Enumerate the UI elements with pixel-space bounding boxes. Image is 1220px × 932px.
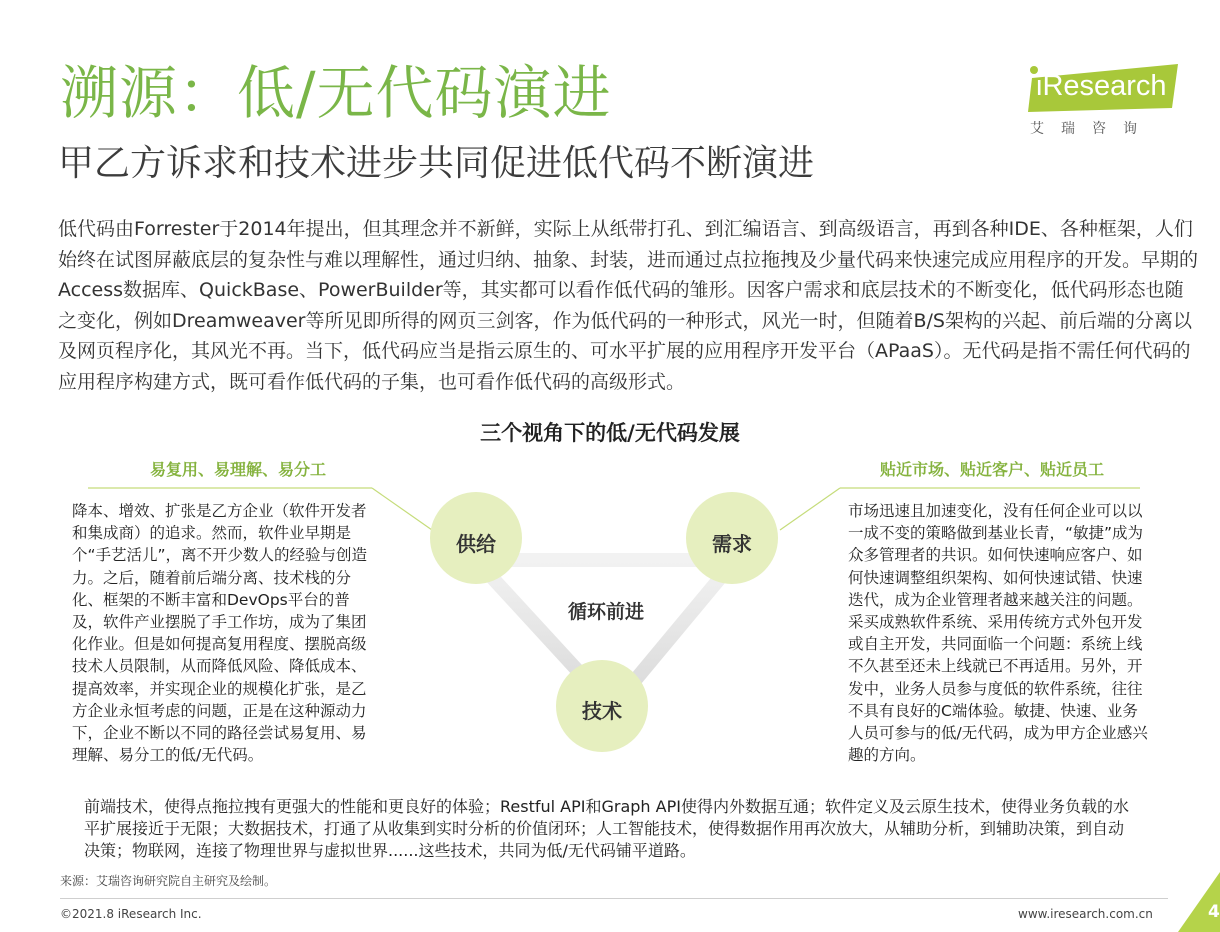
page-subtitle: 甲乙方诉求和技术进步共同促进低代码不断演进 bbox=[58, 143, 815, 184]
website-url: www.iresearch.com.cn bbox=[1018, 907, 1153, 921]
copyright: ©2021.8 iResearch Inc. bbox=[60, 907, 202, 921]
right-description: 市场迅速且加速变化，没有任何企业可以以一成不变的策略做到基业长青，“敏捷”成为众多管理者的共识。如何快速响应客户、如何快速调整组织架构、如何快速试错、快速迭代，成为企业管理者越来越关注的问题。采买成熟软件系统、采用传统方式外包开发或自主开发，共同面临一个问题：系统上线不久甚至还未上线就已不再适用。另外，开发中，业务人员参与度低的软件系统，往往不具有良好的C端体验。敏捷、快速、业务人员可参与的低/无代码，成为甲方企业感兴趣的方向。 bbox=[848, 502, 1148, 765]
left-description: 降本、增效、扩张是乙方企业（软件开发者和集成商）的追求。然而，软件业早期是个“手艺活儿”，离不开少数人的经验与创造力。之后，随着前后端分离、技术栈的分化、框架的不断丰富和DevOps平台的普及，软件产业摆脱了手工作坊，成为了集团化作业。但是如何提高复用程度、摆脱高级技术人员限制，从而降低风险、降低成本、提高效率，并实现企业的规模化扩张，是乙方企业永恒考虑的问题，正是在这种源动力下，企业不断以不同的路径尝试易复用、易理解、易分工的低/无代码。 bbox=[72, 502, 368, 765]
page-title: 溯源：低/无代码演进 bbox=[60, 59, 612, 127]
cycle-center-label: 循环前进 bbox=[567, 601, 644, 623]
page-number: 4 bbox=[1208, 902, 1220, 922]
left-heading: 易复用、易理解、易分工 bbox=[149, 460, 326, 479]
logo-wordmark: iResearch bbox=[1036, 70, 1167, 102]
supply-label: 供给 bbox=[456, 532, 496, 556]
logo-chinese-name: 艾瑞咨询 bbox=[1030, 121, 1154, 137]
source-note: 来源：艾瑞咨询研究院自主研究及绘制。 bbox=[60, 874, 277, 888]
tech-label: 技术 bbox=[582, 699, 622, 723]
demand-label: 需求 bbox=[712, 532, 752, 556]
intro-paragraph: 低代码由Forrester于2014年提出，但其理念并不新鲜，实际上从纸带打孔、到汇编语言、到高级语言，再到各种IDE、各种框架，人们始终在试图屏蔽底层的复杂性与难以理解性，通过归纳、抽象、封装，进而通过点拉拖拽及少量代码来快速完成应用程序的开发。早期的Access数据库、QuickBase、PowerBuilder等，其实都可以看作低代码的雏形。因客户需求和底层技术的不断变化，低代码形态也随之变化，例如Dreamweaver等所见即所得的网页三剑客，作为低代码的一种形式，风光一时，但随着B/S架构的兴起、前后端的分离以及网页程序化，其风光不再。当下，低代码应当是指云原生的、可水平扩展的应用程序开发平台（APaaS）。无代码是指不需任何代码的应用程序构建方式，既可看作低代码的子集，也可看作低代码的高级形式。 bbox=[58, 218, 1199, 393]
technology-summary: 前端技术，使得点拖拉拽有更强大的性能和更良好的体验；Restful API和Graph API使得内外数据互通；软件定义及云原生技术，使得业务负载的水平扩展接近于无限；大数据技术，打通了从收集到实时分析的价值闭环；人工智能技术，使得数据作用再次放大，从辅助分析，到辅助决策，到自动决策；物联网，连接了物理世界与虚拟世界......这些技术，共同为低/无代码铺平道路。 bbox=[84, 797, 1129, 860]
footer-divider bbox=[60, 898, 1168, 899]
diagram-title: 三个视角下的低/无代码发展 bbox=[480, 421, 740, 445]
right-heading: 贴近市场、贴近客户、贴近员工 bbox=[879, 460, 1104, 479]
